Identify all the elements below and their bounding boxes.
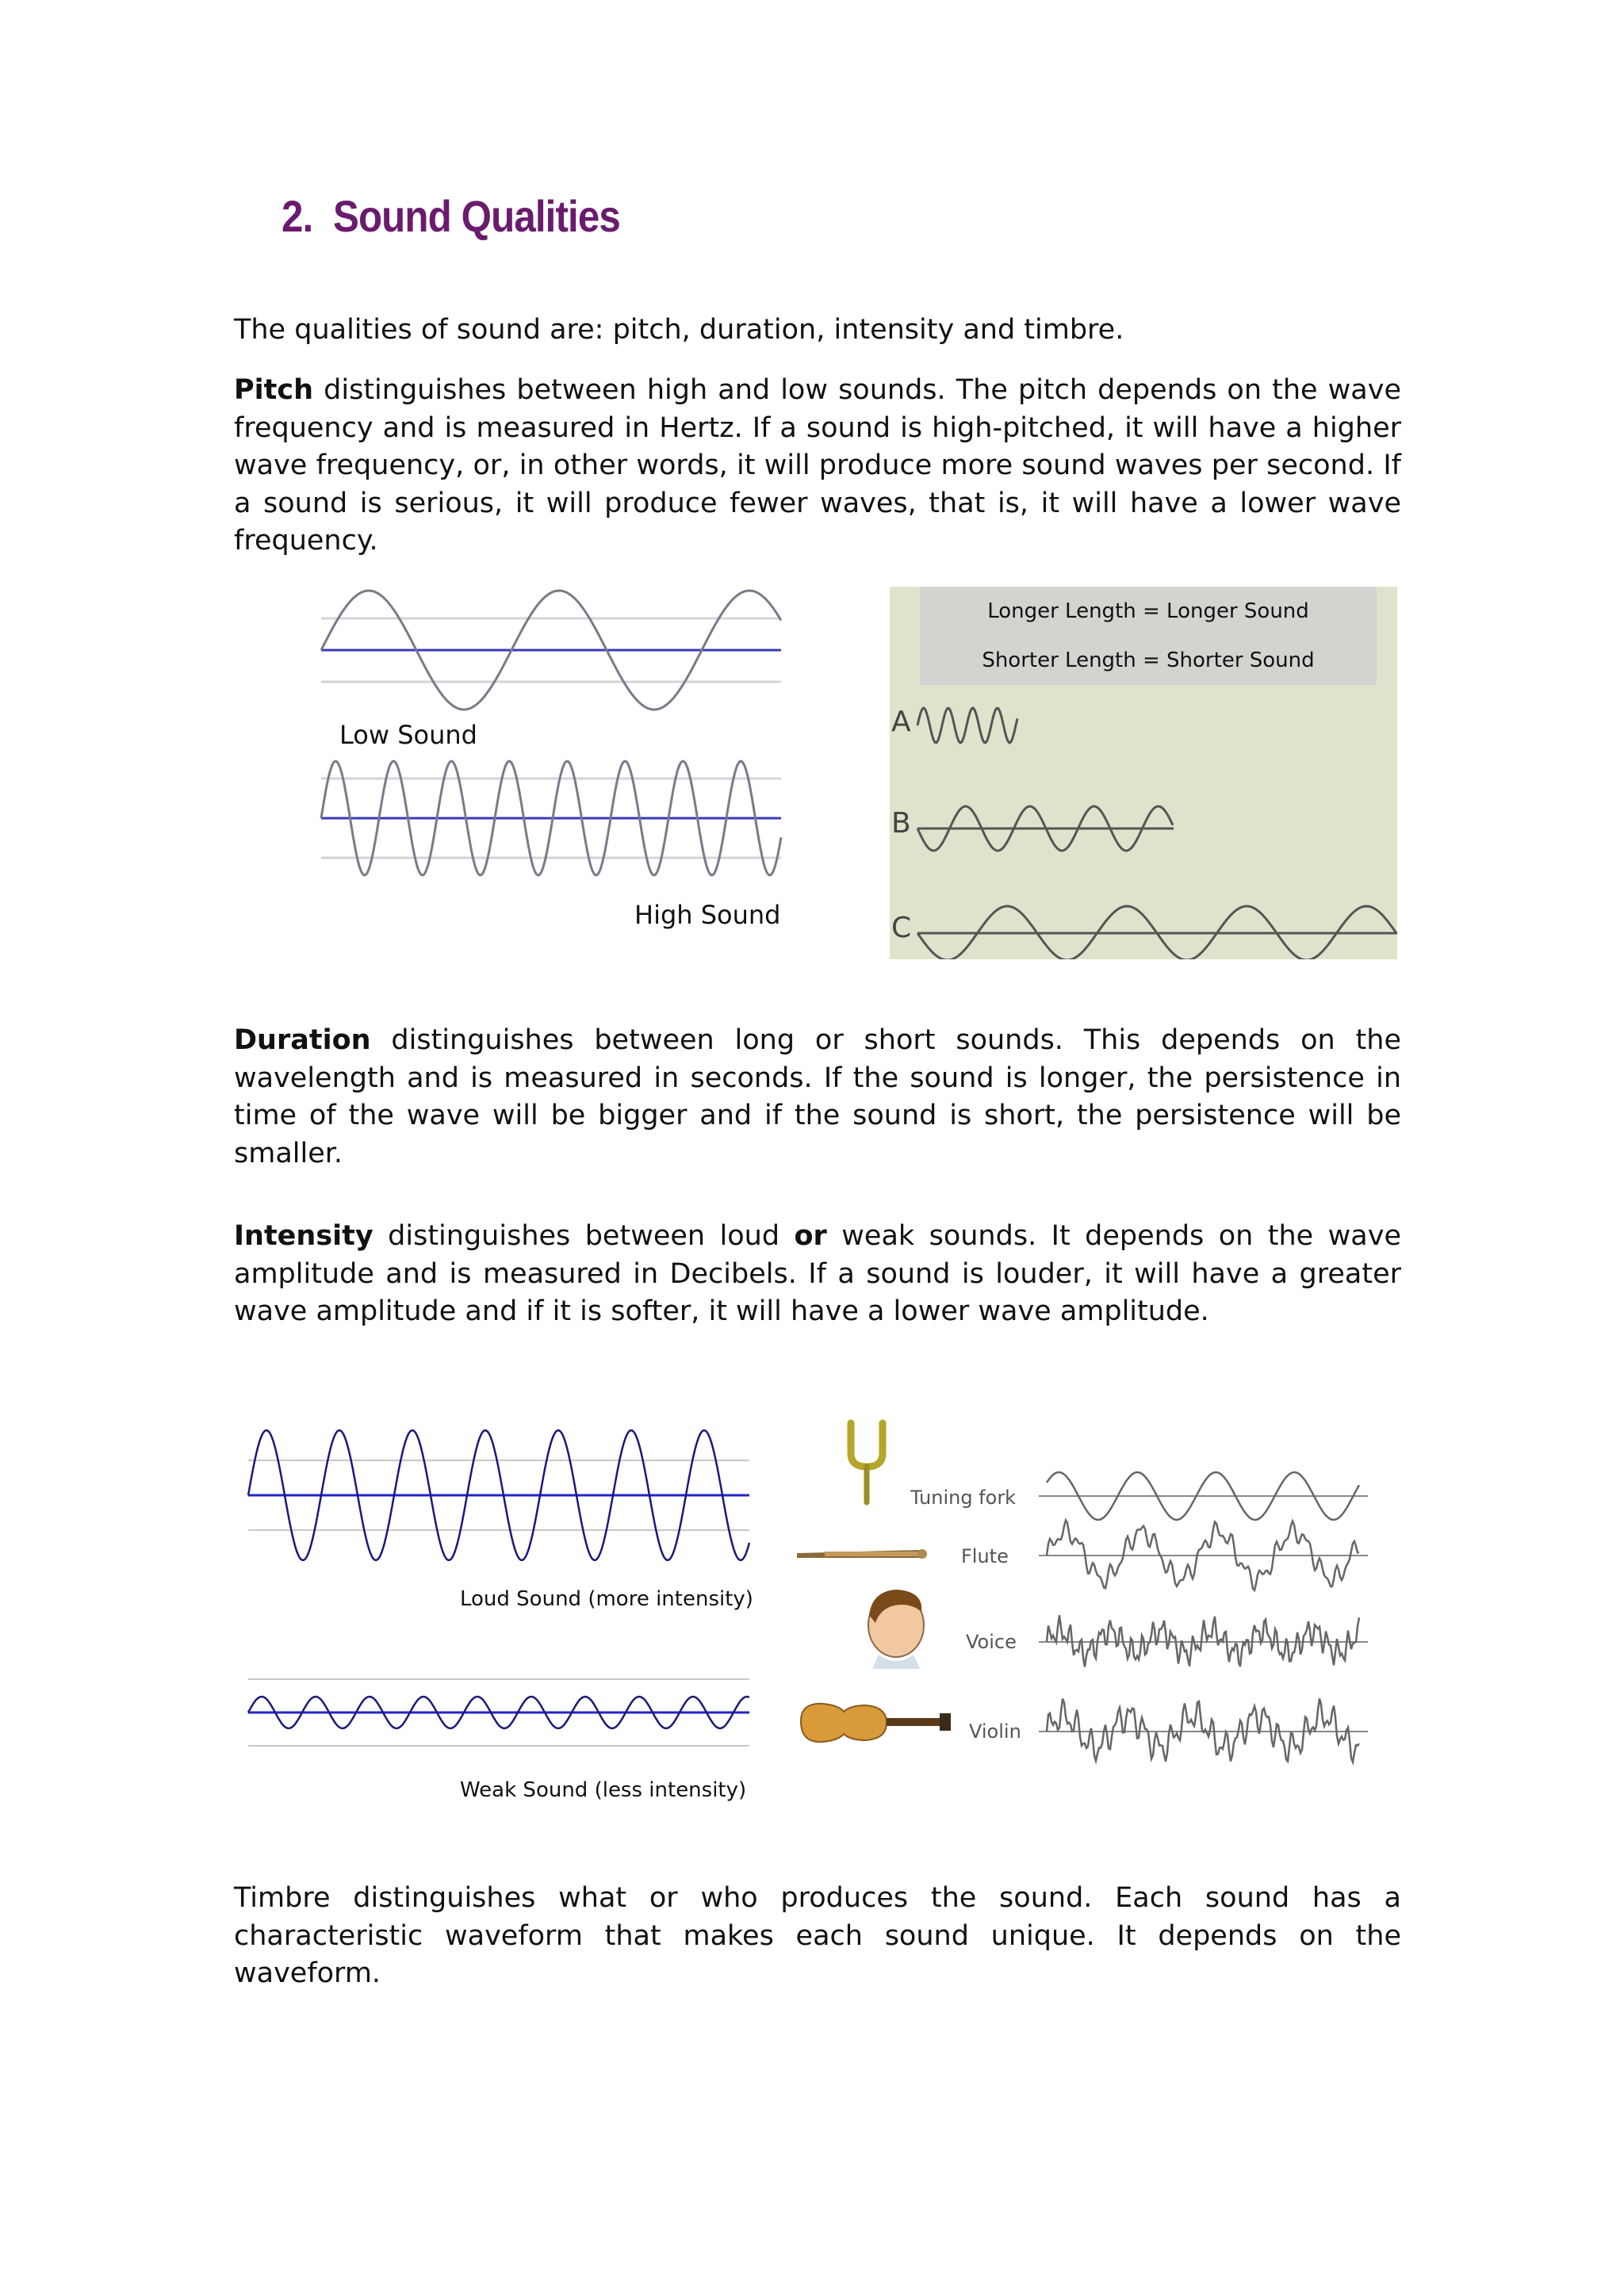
high-sound-label: High Sound	[634, 900, 781, 930]
intensity-paragraph	[234, 1218, 1401, 1331]
loud-sound-wave	[248, 1430, 749, 1560]
section-heading	[282, 190, 620, 242]
intensity-text-b: weak sounds. It depends on the wave amplitude and is measured in Decibels. If a sound is louder, it will have a greater wave amplitude and if it is softer, it will have a lower wave amplitude.	[234, 1220, 1401, 1327]
intro-paragraph: The qualities of sound are: pitch, duration, intensity and timbre.	[234, 314, 1124, 346]
low-sound-label: Low Sound	[339, 720, 477, 750]
high-sound-wave	[321, 761, 781, 875]
length-waves	[890, 587, 1397, 959]
voice-waveform	[1047, 1615, 1359, 1667]
weak-sound-wave	[248, 1679, 749, 1746]
timbre-figure	[793, 1415, 1380, 1788]
section-number: 2.	[282, 191, 313, 241]
tuning-fork-label: Tuning fork	[910, 1487, 1017, 1509]
low-sound-wave	[321, 591, 781, 710]
flute-icon	[797, 1549, 927, 1559]
wave-label-b: B	[891, 807, 911, 840]
intensity-or: or	[794, 1220, 827, 1252]
pitch-paragraph	[234, 372, 1401, 561]
section-title: Sound Qualities	[332, 191, 620, 241]
wave-label-a: A	[891, 706, 911, 738]
intensity-text-a: distinguishes between loud	[373, 1220, 795, 1252]
violin-label: Violin	[969, 1720, 1021, 1743]
flute-label: Flute	[961, 1545, 1009, 1567]
duration-text: distinguishes between long or short sounds. This depends on the wavelength and is measured in seconds. If the sound is longer, the persistence in time of the wave will be bigger and if the sound is short, the persistence will be smaller.	[234, 1024, 1401, 1169]
wave-a	[917, 708, 1017, 743]
length-figure	[890, 587, 1397, 959]
timbre-paragraph: Timbre distinguishes what or who produces the sound. Each sound has a characteristic waveform that makes each sound unique. It depends on the waveform.	[234, 1882, 1401, 1989]
length-caption-line1: Longer Length = Longer Sound	[987, 599, 1309, 623]
voice-label: Voice	[966, 1631, 1017, 1653]
violin-icon	[801, 1704, 951, 1742]
intensity-term: Intensity	[234, 1220, 373, 1252]
wave-label-c: C	[891, 912, 912, 944]
duration-paragraph	[234, 1022, 1401, 1173]
tuning-fork-icon	[851, 1423, 883, 1502]
pitch-figure	[317, 571, 793, 936]
pitch-term: Pitch	[234, 374, 314, 406]
violin-waveform	[1047, 1698, 1359, 1762]
voice-head-icon	[868, 1590, 924, 1669]
duration-term: Duration	[234, 1024, 371, 1056]
loud-sound-label: Loud Sound (more intensity)	[460, 1587, 753, 1611]
pitch-text: distinguishes between high and low sounds. The pitch depends on the wave frequency and is measured in Hertz. If a sound is high-pitched, it will have a higher wave frequency, or, in other words, it will produce more sound waves per second. If a sound is serious, it will produce fewer waves, that is, it will have a lower wave frequency.	[234, 374, 1401, 557]
weak-sound-label: Weak Sound (less intensity)	[460, 1778, 747, 1802]
length-caption-line2: Shorter Length = Shorter Sound	[982, 649, 1315, 672]
